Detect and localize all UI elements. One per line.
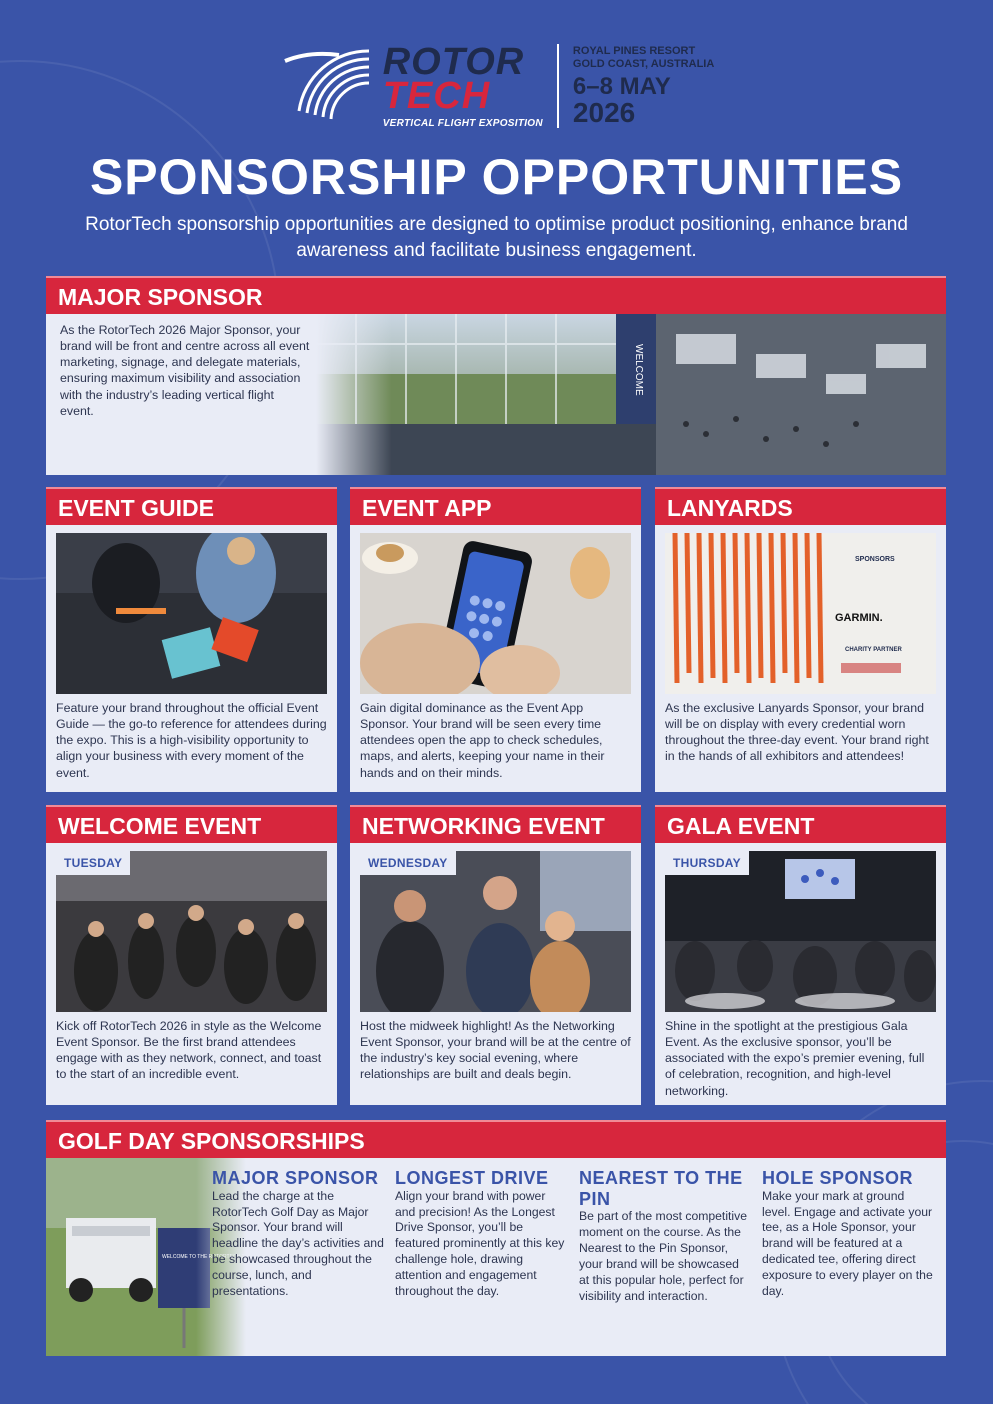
golf-option-text: Lead the charge at the RotorTech Golf Day as Major Sponsor. Your brand will headline the day’s activities and be showcased throughout the course, lunch, and presentations. [212,1188,384,1298]
logo-tagline: VERTICAL FLIGHT EXPOSITION [382,118,543,129]
sponsor-board-title: SPONSORS [855,556,895,563]
welcome-event-card [46,805,337,1105]
lanyards-image [665,533,936,694]
networking-event-photo [360,851,631,1012]
event-guide-heading: EVENT GUIDE [46,487,337,525]
header-divider [557,44,559,128]
welcome-event-heading: WELCOME EVENT [46,805,337,843]
golf-option-title: LONGEST DRIVE [395,1168,549,1188]
gala-event-photo [665,851,936,1012]
networking-event-day-tag: WEDNESDAY [360,851,456,875]
golf-day-heading: GOLF DAY SPONSORSHIPS [46,1120,946,1158]
golf-option-title: NEAREST TO THE PIN [579,1168,743,1209]
gala-event-day-tag: THURSDAY [665,851,749,875]
sponsor-board-charity: CHARITY PARTNER [845,647,902,653]
golf-option-text: Make your mark at ground level. Engage and activate your tee, as a Hole Sponsor, your brand will be featured at a dedicated tee, offering direct exposure to every player on the day. [762,1188,933,1298]
networking-event-image [360,851,631,1012]
sponsor-board-brand: GARMIN. [835,612,883,624]
expo-hall-photo [316,314,946,475]
event-app-card [350,487,641,792]
event-guide-card [46,487,337,792]
rotor-swoosh-icon [279,41,375,131]
event-app-photo [360,533,631,694]
golf-option-text: Align your brand with power and precision! As the Longest Drive Sponsor, you’ll be featured prominently at this key challenge hole, drawing attention and engagement throughout the day. [395,1188,565,1298]
major-sponsor-text: As the RotorTech 2026 Major Sponsor, your brand will be front and centre across all event marketing, signage, and delegate materials, ensuring maximum visibility and association with the industry’s leading vertical flight event. [60,323,310,418]
page-header [0,40,993,132]
major-sponsor-heading: MAJOR SPONSOR [46,276,946,314]
welcome-event-text: Kick off RotorTech 2026 in style as the Welcome Event Sponsor. Be the first brand attendees engage with as they network, connect, and toast to the start of an incredible event. [56,1019,322,1082]
lanyards-heading: LANYARDS [655,487,946,525]
lanyards-photo [665,533,936,694]
golf-option-hole [762,1168,934,1300]
networking-event-heading: NETWORKING EVENT [350,805,641,843]
gala-event-heading: GALA EVENT [655,805,946,843]
logo-word-rotor: ROTOR [382,41,525,83]
event-guide-image [56,533,327,694]
gala-event-image [665,851,936,1012]
intro-text: RotorTech sponsorship opportunities are designed to optimise product positioning, enhance brand awareness and facilitate business engagement. [85,214,908,261]
venue-name: ROYAL PINES RESORT [572,44,696,57]
event-app-heading: EVENT APP [350,487,641,525]
event-app-text: Gain digital dominance as the Event App Sponsor. Your brand will be seen every time attendees open the app to check schedules, maps, and alerts, keeping your name in their hands and on their minds. [360,701,605,780]
logo-word-tech: TECH [382,75,491,117]
welcome-event-image [56,851,327,1012]
networking-event-card [350,805,641,1105]
networking-event-text: Host the midweek highlight! As the Networking Event Sponsor, your brand will be at the centre of the industry’s key social evening, where relationships are built and deals begin. [360,1019,631,1082]
golf-option-longest-drive [395,1168,567,1300]
event-app-image [360,533,631,694]
lanyards-text: As the exclusive Lanyards Sponsor, your brand will be on display with every credential worn throughout the three-day event. Your brand right in the hands of all exhibitors and attendees! [665,701,929,764]
golf-option-title: MAJOR SPONSOR [212,1168,379,1188]
event-guide-photo [56,533,327,694]
major-sponsor-card [46,276,946,475]
welcome-event-day-tag: TUESDAY [56,851,130,875]
golf-option-major [212,1168,384,1300]
event-year: 2026 [572,97,636,129]
gala-event-card [655,805,946,1105]
welcome-event-photo [56,851,327,1012]
golf-option-title: HOLE SPONSOR [762,1168,914,1188]
gala-event-text: Shine in the spotlight at the prestigious Gala Event. As the exclusive sponsor, you’ll be associated with the expo’s premier evening, full of celebration, recognition, and high-level networking. [665,1019,925,1098]
page-title: SPONSORSHIP OPPORTUNITIES [89,149,904,205]
venue-location: GOLD COAST, AUSTRALIA [572,58,715,70]
event-dates: 6–8 MAY [572,73,671,101]
golf-option-text: Be part of the most competitive moment on the course. As the Nearest to the Pin Sponsor, your brand will be showcased at this popular hole, perfect for visibility and interaction. [579,1209,747,1303]
lanyards-card [655,487,946,792]
event-guide-text: Feature your brand throughout the official Event Guide — the go-to reference for attendees during the expo. This is a high-visibility opportunity to align your business with every moment of the event. [56,701,327,780]
golf-option-nearest-pin [579,1168,751,1305]
expo-hall-image [316,314,946,475]
rotortech-logo [279,41,543,131]
venue-block [573,45,714,127]
